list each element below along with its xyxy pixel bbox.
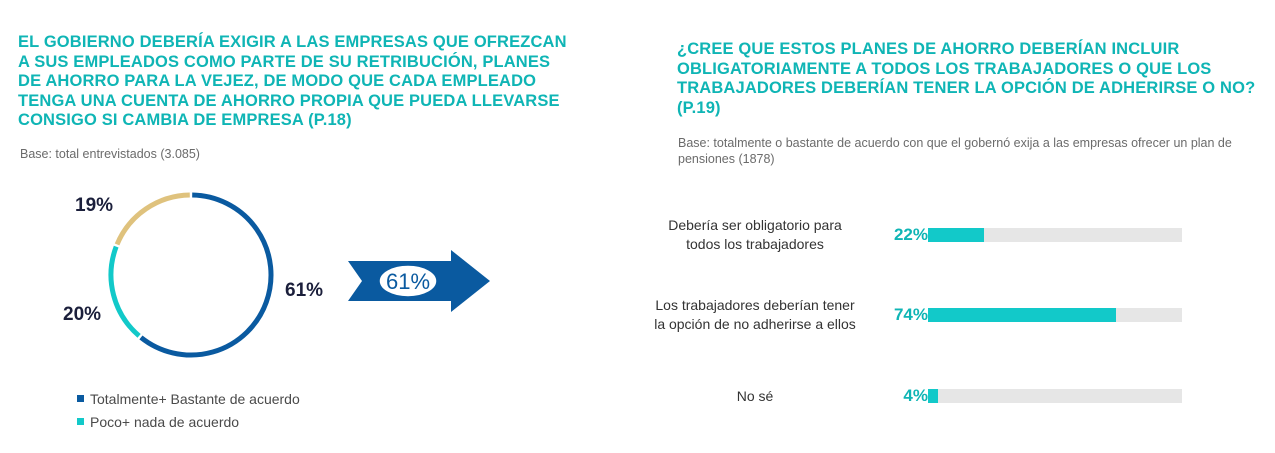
left-chart-title: EL GOBIERNO DEBERÍA EXIGIR A LAS EMPRESAS QUE OFREZCAN A SUS EMPLEADOS COMO PARTE DE SU RETRIBUCIÓN, PLANES DE AHORRO PARA LA VEJEZ, DE MODO QUE CADA EMPLEADO TENGA UNA CUENTA DE AHORRO PROPIA QUE PUEDA LLEVARSE CONSIGO SI CAMBIA DE EMPRESA (P.18) <box>18 33 567 129</box>
legend-label-disagree: Poco+ nada de acuerdo <box>90 414 240 430</box>
bar-category-label <box>640 387 870 406</box>
legend-label-agree: Totalmente+ Bastante de acuerdo <box>90 391 300 407</box>
bar-track <box>928 228 1182 242</box>
summary-arrow <box>348 250 490 312</box>
bar-category-label-line: No sé <box>736 387 774 404</box>
bar-fill <box>928 389 938 403</box>
right-chart-base-note: Base: totalmente o bastante de acuerdo con que el gobernó exija a las empresas ofrecer un plan de pensiones (1878) <box>678 136 1232 166</box>
left-chart-base-note: Base: total entrevistados (3.085) <box>20 147 200 161</box>
right-chart-title: ¿CREE QUE ESTOS PLANES DE AHORRO DEBERÍAN INCLUIR OBLIGATORIAMENTE A TODOS LOS TRABAJADORES O QUE LOS TRABAJADORES DEBERÍAN TENER LA OPCIÓN DE ADHERIRSE O NO? (P.19) <box>677 40 1256 117</box>
donut-slice-gold <box>117 195 190 244</box>
bar-track <box>928 389 1182 403</box>
arrow-value: 61% <box>385 269 431 294</box>
bar-fill <box>928 308 1116 322</box>
donut-label-blue: 61% <box>285 280 324 301</box>
legend-item-agree <box>77 390 300 408</box>
bar-value-label: 4% <box>903 386 928 405</box>
bar-value-label: 74% <box>893 305 928 324</box>
bar-track <box>928 308 1182 322</box>
donut-label-teal: 20% <box>63 304 102 325</box>
bar-category-label-line: Debería ser obligatorio para <box>668 217 842 233</box>
legend-item-disagree <box>77 413 239 431</box>
legend-swatch-disagree <box>77 418 84 425</box>
bar-category-label-line: todos los trabajadores <box>686 236 824 252</box>
bar-value-label: 22% <box>893 225 928 244</box>
donut-slice-teal <box>111 247 139 336</box>
bar-category-label <box>640 296 870 334</box>
legend-swatch-agree <box>77 395 84 402</box>
donut-slice-blue <box>141 195 271 355</box>
donut-label-gold: 19% <box>75 195 114 216</box>
bar-category-label-line: la opción de no adherirse a ellos <box>654 316 856 332</box>
bar-category-label <box>640 216 870 254</box>
bar-category-label-line: Los trabajadores deberían tener <box>655 297 855 313</box>
bar-fill <box>928 228 984 242</box>
